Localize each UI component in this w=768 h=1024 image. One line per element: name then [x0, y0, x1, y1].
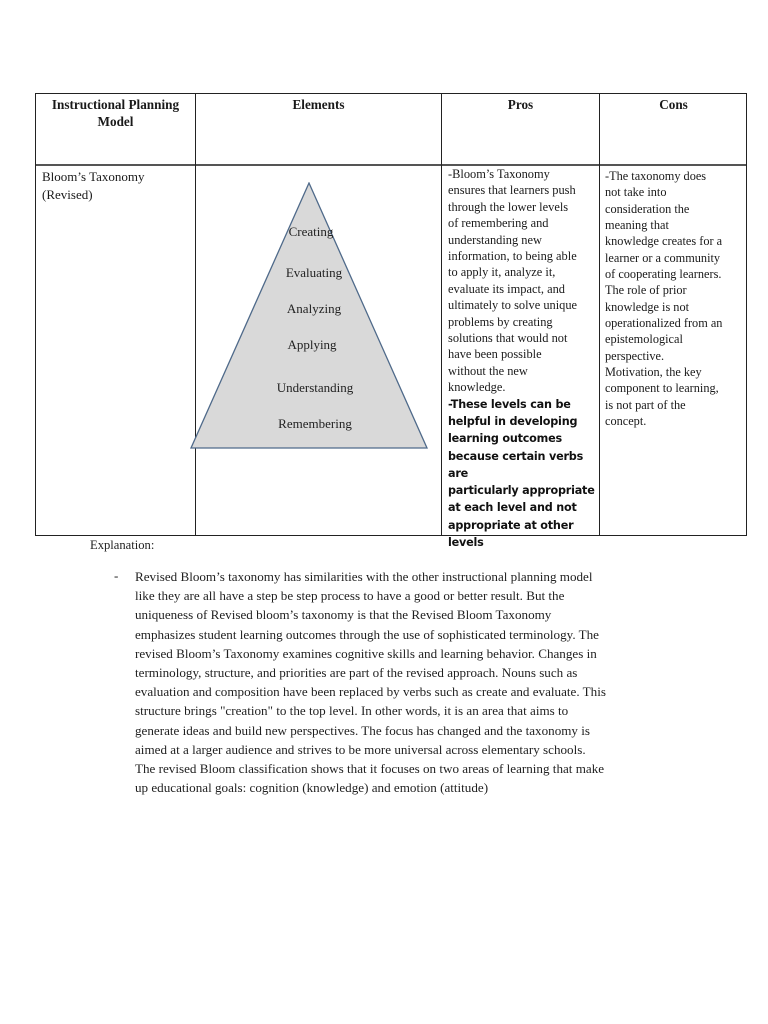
pros-bold-text: -These levels can be helpful in developing learning outcomes because certain verbs are particularly appropriate at each level and not appropriate at other levels: [448, 397, 595, 550]
header-cons: Cons: [659, 97, 688, 112]
cell-cons: -The taxonomy does not take into consideration the meaning that knowledge creates for a learner or a community of cooperating learners. The role of prior knowledge is not operationalized from an epistemological perspective. Motivation, the key component to learning, is not part of the concept.: [605, 169, 723, 429]
header-pros: Pros: [507, 97, 534, 112]
pyramid-level-remembering: Remembering: [278, 416, 352, 431]
pyramid-level-analyzing: Analyzing: [286, 301, 342, 316]
pyramid-level-evaluating: Evaluating: [285, 265, 343, 280]
bullet-dash-icon: -: [114, 568, 119, 583]
pros-text: -Bloom’s Taxonomy ensures that learners push through the lower levels of remembering and understanding new information, to being able to apply it, analyze it, evaluate its impact, and ultimately to solve unique problems by creating solutions that would not have been possible without the new knowledge.: [448, 167, 578, 395]
bloom-pyramid-diagram: [190, 182, 430, 452]
pyramid-level-applying: Applying: [287, 337, 337, 352]
explanation-paragraph: Revised Bloom’s taxonomy has similarities with the other instructional planning model like they are all have a step be step process to have a good or better result. But the uniqueness of Revised bloom’s taxonomy is that the Revised Bloom Taxonomy emphasizes student learning outcomes through the use of sophisticated terminology. The revised Bloom’s Taxonomy examines cognitive skills and learning behavior. Changes in terminology, structure, and priorities are part of the revised approach. Nouns such as evaluation and composition have been replaced by verbs such as create and evaluate. This structure brings "creation" to the top level. In other words, it is an area that aims to generate ideas and build new perspectives. The focus has changed and the taxonomy is aimed at a larger audience and strives to be more universal across elementary schools. The revised Bloom classification shows that it focuses on two areas of learning that make up educational goals: cognition (knowledge) and emotion (attitude): [135, 569, 606, 796]
explanation-heading: Explanation:: [90, 538, 155, 552]
pyramid-level-creating: Creating: [288, 224, 334, 239]
cell-pros: [442, 166, 599, 551]
pyramid-triangle-icon: [190, 182, 430, 452]
cell-model-name: Bloom’s Taxonomy (Revised): [42, 169, 145, 202]
header-model: Instructional Planning Model: [51, 97, 180, 129]
header-elements: Elements: [292, 97, 345, 112]
pyramid-level-understanding: Understanding: [276, 380, 354, 395]
